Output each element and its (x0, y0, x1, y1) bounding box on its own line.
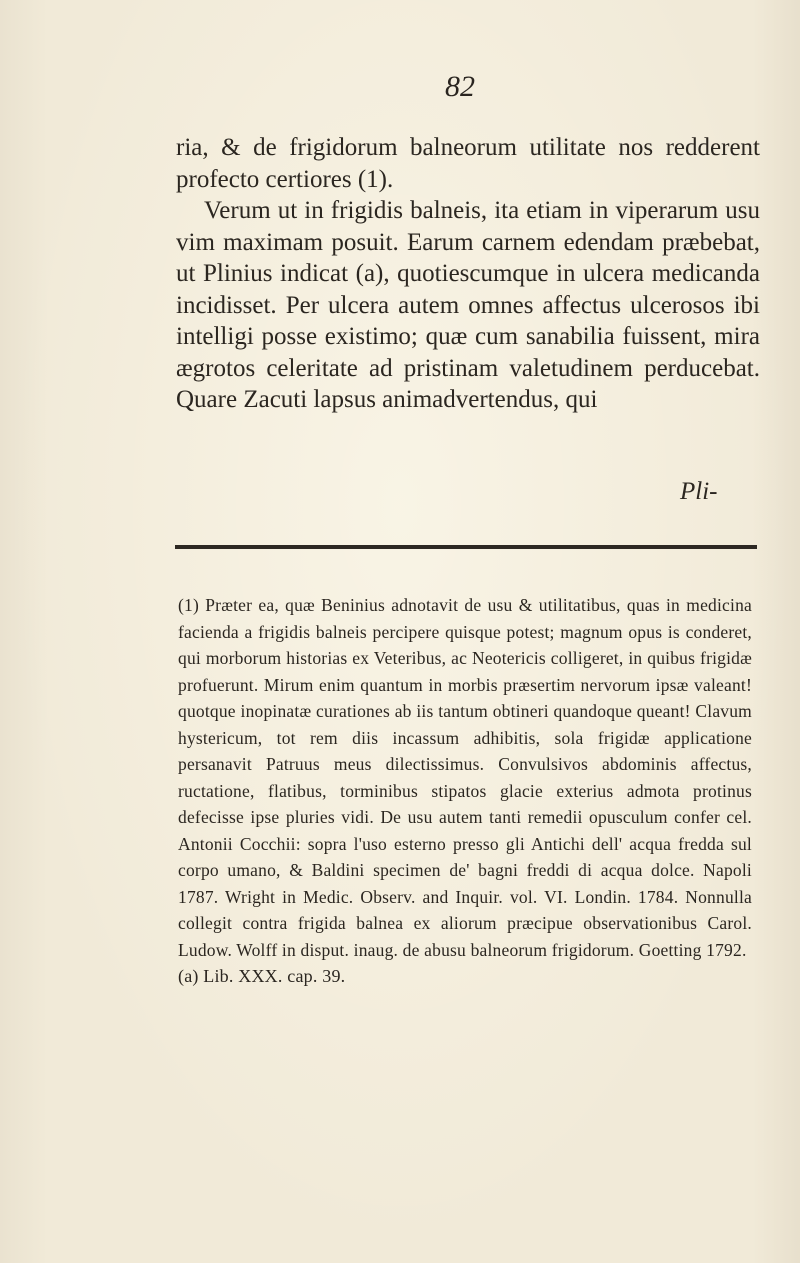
footnote-rule (175, 545, 757, 549)
footnotes-block (178, 592, 752, 990)
main-paragraph-1: ria, & de frigidorum balneorum utilitate nos redderent profecto certiores (1). (176, 134, 760, 193)
catchword: Pli- (680, 478, 718, 505)
footnote-1: (1) Præter ea, quæ Beninius adnotavit de usu & utilitatibus, quas in medicina facienda a frigidis balneis percipere quisque potest; magnum opus is conderet, qui morborum historias ex Veteribus, ac Neotericis colligeret, in quibus frigidæ profuerunt. Mirum enim quantum in morbis præsertim nervorum ipsæ valeant! quotque inopinatæ curationes ab iis tantum obtineri quandoque queant! Clavum hystericum, tot rem diis incassum adhibitis, sola frigidæ applicatione persanavit Patruus meus dilectissimus. Convulsivos abdominis affectus, ructatione, flatibus, torminibus stipatos glacie exterius admota protinus defecisse ipse pluries vidi. De usu autem tanti remedii opusculum confer cel. Antonii Cocchii: sopra l'uso esterno presso gli Antichi dell' acqua fredda sul corpo umano, & Baldini specimen de' bagni freddi di acqua dolce. Napoli 1787. Wright in Medic. Observ. and Inquir. vol. VI. Londin. 1784. Nonnulla collegit contra frigida balnea ex aliorum præcipue observationibus Carol. Ludow. Wolff in disput. inaug. de abusu balneorum frigidorum. Goetting 1792. (178, 595, 752, 960)
footnote-a: (a) Lib. XXX. cap. 39. (178, 966, 346, 986)
main-text-block (176, 132, 760, 416)
page-number: 82 (445, 70, 475, 103)
main-paragraph-2: Verum ut in frigidis balneis, ita etiam in viperarum usu vim maximam posuit. Earum carnem edendam præbebat, ut Plinius indicat (a), quotiescumque in ulcera medicanda incidisset. Per ulcera autem omnes affectus ulcerosos ibi intelligi posse existimo; quæ cum sanabilia fuissent, mira ægrotos celeritate ad pristinam valetudinem perducebat. Quare Zacuti lapsus animadvertendus, qui (176, 197, 760, 413)
